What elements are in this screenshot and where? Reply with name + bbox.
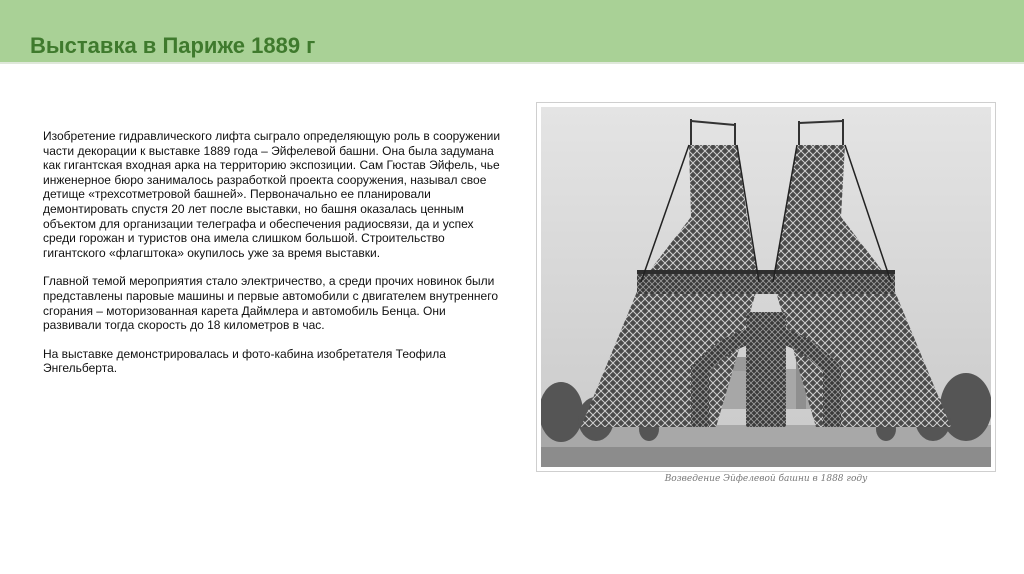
slide-body: [43, 129, 501, 390]
paragraph-photo-booth: На выставке демонстрировалась и фото-кабина изобретателя Теофила Энгельберта.: [43, 346, 446, 376]
slide-title: Выставка в Париже 1889 г: [30, 33, 316, 58]
eiffel-construction-photo-frame: [536, 102, 996, 472]
eiffel-tower-construction-photo: [541, 107, 991, 467]
paragraph-elevator-eiffel: Изобретение гидравлического лифта сыграло определяющую роль в сооружении части декорации к выставке 1889 года – Эйфелевой башни. Она была задумана как гигантская входная арка на территорию экспозиции. Сам Гюстав Эйфель, чье инженерное бюро занималось разработкой проекта сооружения, называл свое детище «трехсотметровой башней». Первоначально ее планировали демонтировать спустя 20 лет после выставки, но башня оказалась ценным объектом для организации телеграфа и обеспечения радиосвязи, да и успех среди горожан и туристов она имела слишком большой. Строительство гигантского «флагштока» окупилось уже за время выставки.: [43, 129, 501, 260]
photo-caption: Возведение Эйфелевой башни в 1888 году: [664, 474, 868, 484]
title-divider: [0, 62, 1024, 64]
paragraph-electricity-automobiles: Главной темой мероприятия стало электричество, а среди прочих новинок были представлены паровые машины и первые автомобили с двигателем внутреннего сгорания – моторизованная карета Даймлера и автомобиль Бенца. Они развивали тогда скорость до 18 километров в час.: [43, 274, 498, 333]
